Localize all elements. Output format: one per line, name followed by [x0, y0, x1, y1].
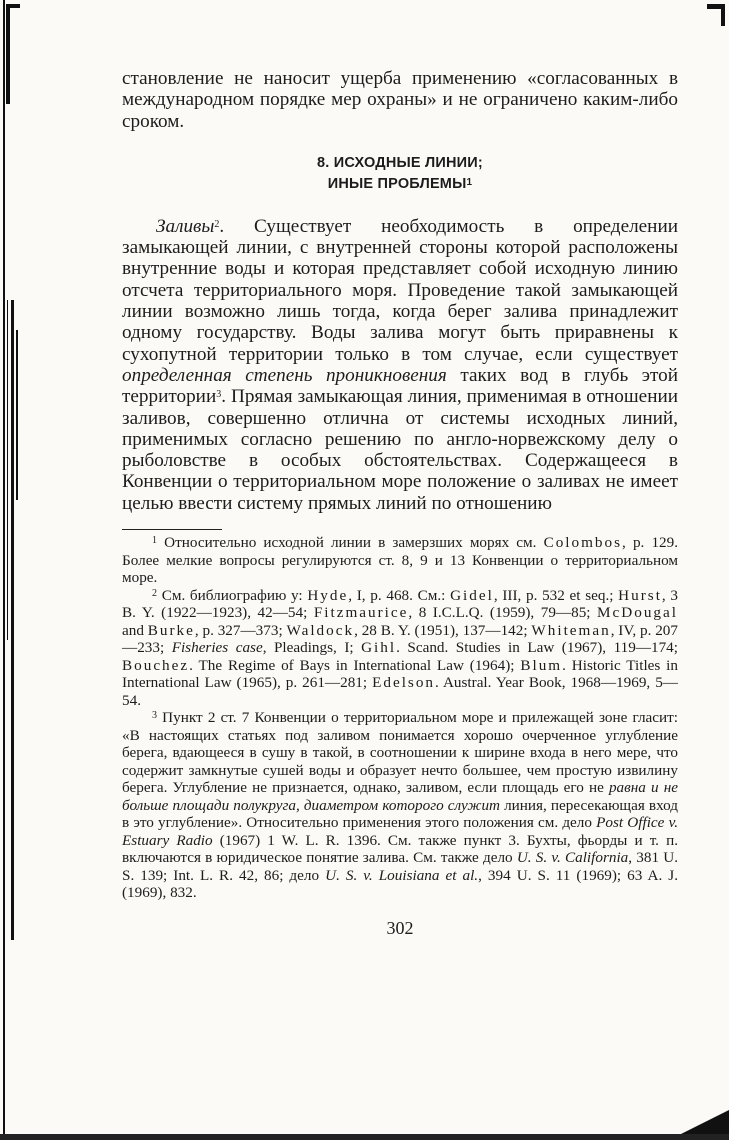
footnote-3: $^3$ Пункт 2 ст. 7 Конвенции о территориальном море и прилежащей зоне гласит: «В настоящих статьях под заливом понимается хорошо очерченное углубление берега, вдающееся в сушу в такой, в соотношении к ширине входа в него мере, что содержит замкнутые сушей воды и образует нечто большее, чем простую извилину берега. Углубление не признается, однако, заливом, если площадь его не равна и не больше площади полукруга, диаметром которого служит линия, пересекающая вход в это углубление». Относительно применения этого положения см. дело Post Office v. Estuary Radio (1967) 1 W. L. R. 1396. См. также пункт 3. Бухты, фьорды и т. п. включаются в юридическое понятие залива. См. также дело U. S. v. California, 381 U. S. 139; Int. L. R. 42, 86; дело U. S. v. Louisiana et al., 394 U. S. 11 (1969); 63 A. J. (1969), 832. — [122, 709, 679, 902]
scan-corner-mark-top-right — [707, 4, 725, 26]
main-paragraph: Заливы$^2$. Существует необходимость в определении замыкающей линии, с внутренней стороны которой расположены внутренние воды и которая представляет собой исходную линию отсчета территориального моря. Проведение такой замыкающей линии возможно лишь тогда, когда берег залива принадлежит одному государству. Воды залива могут быть приравнены к сухопутной территории только в том случае, если существует определенная степень проникновения таких вод в глубь этой территории$^3$. Прямая замыкающая линия, применимая в отношении заливов, совершенно отлична от системы исходных линий, применимых согласно решению по англо-норвежскому делу о рыболовстве в особых обстоятельствах. Содержащееся в Конвенции о территориальном море положение о заливах не имеет целью ввести систему прямых линий по отношению — [122, 215, 678, 514]
heading-line-1: 8. ИСХОДНЫЕ ЛИНИИ; — [317, 154, 483, 171]
footnotes — [122, 534, 678, 902]
footnote-2: $^2$ См. библиографию у: Hyde, I, p. 468. См.: Gidel, III, p. 532 et seq.; Hurst, 3 B. Y. (1922—1923), 42—54; Fitzmaurice, 8 I.C.L.Q. (1959), 79—85; McDougal and Burke, p. 327—373; Waldock, 28 B. Y. (1951), 137—142; Whiteman, IV, p. 207—233; Fisheries case, Pleadings, I; Gihl. Scand. Studies in Law (1967), 119—174; Bouchez. The Regime of Bays in International Law (1964); Blum. Historic Titles in International Law (1965), p. 261—281; Edelson. Austral. Year Book, 1968—1969, 5—54. — [122, 586, 679, 709]
footnote-marker: 3 — [216, 389, 222, 401]
scan-edge-left — [0, 0, 22, 1140]
footnote-1: $^1$ Относительно исходной линии в замерзших морях см. Colombos, p. 129. Более мелкие вопросы регулируются ст. 8, 9 и 13 Конвенции о территориальном море. — [122, 534, 679, 587]
heading-line-2: ИНЫЕ ПРОБЛЕМЫ$^1$ — [327, 175, 473, 192]
footnote-rule — [122, 529, 222, 530]
lead-word: Заливы — [156, 215, 215, 237]
page-number: 302 — [386, 917, 414, 938]
footnote-marker: 2 — [214, 218, 220, 230]
section-heading — [122, 153, 678, 195]
book-page — [122, 68, 678, 939]
footnote-marker: 1 — [466, 176, 473, 188]
opening-paragraph: становление не наносит ущерба применению «согласованных в международном порядке мер охраны» и не ограничено каким-либо сроком. — [122, 68, 678, 132]
scan-bottom-edge — [0, 1134, 729, 1140]
emphasis: определенная степень проникновения — [122, 364, 447, 386]
scan-corner-mark-top-left — [6, 4, 20, 104]
